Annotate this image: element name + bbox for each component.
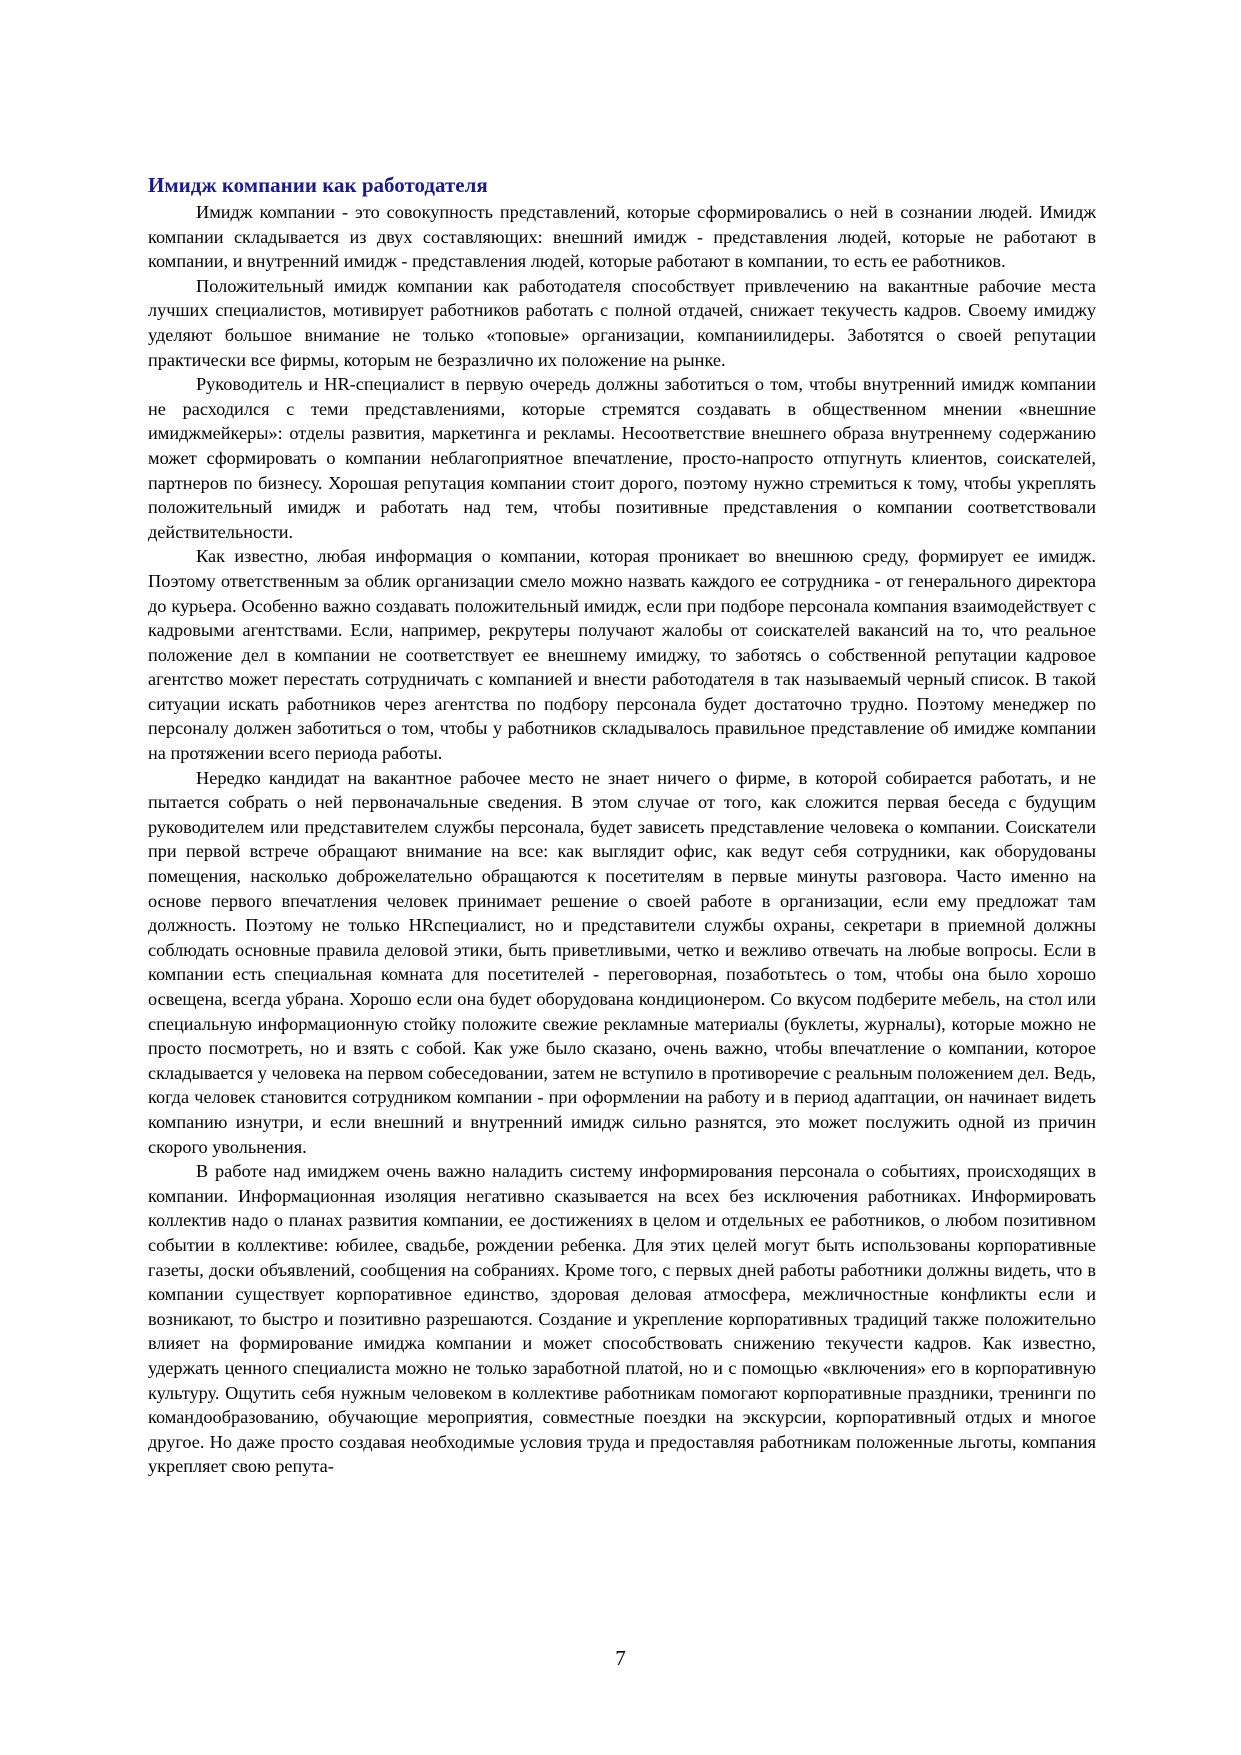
paragraph-5: Нередко кандидат на вакантное рабочее место не знает ничего о фирме, в которой собирается работать, и не пытается собрать о ней первоначальные сведения. В этом случае от того, как сложится первая беседа с будущим руководителем или представителем службы персонала, будет зависеть представление человека о компании. Соискатели при первой встрече обращают внимание на все: как выглядит офис, как ведут себя сотрудники, как оборудованы помещения, насколько доброжелательно обращаются к посетителям в первые минуты разговора. Часто именно на основе первого впечатления человек принимает решение о своей работе в организации, если ему предложат там должность. Поэтому не только HRспециалист, но и представители службы охраны, секретари в приемной должны соблюдать основные правила деловой этики, быть приветливыми, четко и вежливо отвечать на любые вопросы. Если в компании есть специальная комната для посетителей - переговорная, позаботьтесь о том, чтобы она было хорошо освещена, всегда убрана. Хорошо если она будет оборудована кондиционером. Со вкусом подберите мебель, на стол или специальную информационную стойку положите свежие рекламные материалы (буклеты, журналы), которые можно не просто посмотреть, но и взять с собой. Как уже было сказано, очень важно, чтобы впечатление о компании, которое складывается у человека на первом собеседовании, затем не вступило в противоречие с реальным положением дел. Ведь, когда человек становится сотрудником компании - при оформлении на работу и в период адаптации, он начинает видеть компанию изнутри, и если внешний и внутренний имидж сильно разнятся, это может послужить одной из причин скорого увольнения. [148,767,1096,1157]
paragraph-6: В работе над имиджем очень важно наладить систему информирования персонала о событиях, происходящих в компании. Информационная изоляция негативно сказывается на всех без исключения работниках. Информировать коллектив надо о планах развития компании, ее достижениях в целом и отдельных ее работников, о любом позитивном событии в коллективе: юбилее, свадьбе, рождении ребенка. Для этих целей могут быть использованы корпоративные газеты, доски объявлений, сообщения на собраниях. Кроме того, с первых дней работы работники должны видеть, что в компании существует корпоративное единство, здоровая деловая атмосфера, межличностные конфликты если и возникают, то быстро и позитивно разрешаются. Создание и укрепление корпоративных традиций также положительно влияет на формирование имиджа компании и может способствовать снижению текучести кадров. Как известно, удержать ценного специалиста можно не только заработной платой, но и с помощью «включения» его в корпоративную культуру. Ощутить себя нужным человеком в коллективе работникам помогают корпоративные праздники, тренинги по командообразованию, обучающие мероприятия, совместные поездки на экскурсии, корпоративный отдых и многое другое. Но даже просто создавая необходимые условия труда и предоставляя работникам положенные льготы, компания укрепляет свою репута- [148,1161,1096,1477]
section-heading: Имидж компании как работодателя [148,173,488,197]
page-number: 7 [615,1646,626,1670]
document-page [148,172,1096,1479]
paragraph-3: Руководитель и HR-специалист в первую очередь должны заботиться о том, чтобы внутренний имидж компании не расходился с теми представлениями, которые стремятся создавать в общественном мнении «внешние имиджмейкеры»: отделы развития, маркетинга и рекламы. Несоответствие внешнего образа внутреннему содержанию может сформировать о компании неблагоприятное впечатление, просто-напросто отпугнуть клиентов, соискателей, партнеров по бизнесу. Хорошая репутация компании стоит дорого, поэтому нужно стремиться к тому, чтобы укреплять положительный имидж и работать над тем, чтобы позитивные представления о компании соответствовали действительности. [148,374,1096,542]
paragraph-4: Как известно, любая информация о компании, которая проникает во внешнюю среду, формирует ее имидж. Поэтому ответственным за облик организации смело можно назвать каждого ее сотрудника - от генерального директора до курьера. Особенно важно создавать положительный имидж, если при подборе персонала компания взаимодействует с кадровыми агентствами. Если, например, рекрутеры получают жалобы от соискателей вакансий на то, что реальное положение дел в компании не соответствует ее внешнему имиджу, то заботясь о собственной репутации кадровое агентство может перестать сотрудничать с компанией и внести работодателя в так называемый черный список. В такой ситуации искать работников через агентства по подбору персонала будет достаточно трудно. Поэтому менеджер по персоналу должен заботиться о том, чтобы у работников складывалось правильное представление об имидже компании на протяжении всего периода работы. [148,546,1096,764]
paragraph-2: Положительный имидж компании как работодателя способствует привлечению на вакантные рабочие места лучших специалистов, мотивирует работников работать с полной отдачей, снижает текучесть кадров. Своему имиджу уделяют большое внимание не только «топовые» организации, компаниилидеры. Заботятся о своей репутации практически все фирмы, которым не безразлично их положение на рынке. [148,275,1096,370]
paragraph-1: Имидж компании - это совокупность представлений, которые сформировались о ней в сознании людей. Имидж компании складывается из двух составляющих: внешний имидж - представления людей, которые не работают в компании, и внутренний имидж - представления людей, которые работают в компании, то есть ее работников. [148,202,1096,272]
